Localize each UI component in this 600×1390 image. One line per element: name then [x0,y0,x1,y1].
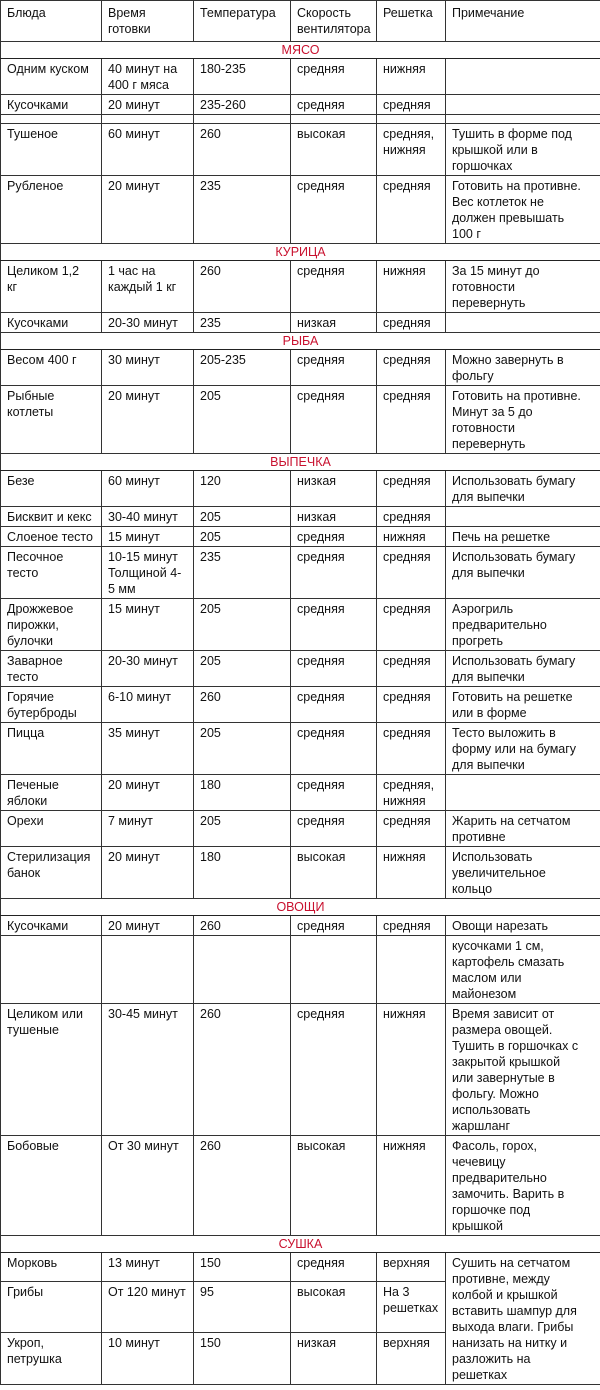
temperature-cell: 150 [194,1253,291,1282]
temperature-cell: 260 [194,124,291,176]
table-row [1,1136,600,1236]
header-rack: Решетка [377,1,446,42]
note-cell: Фасоль, горох, чечевицу предварительно замочить. Варить в горшочке под крышкой [446,1136,600,1236]
rack-cell: средняя, нижняя [377,775,446,811]
dish-cell: Печеные яблоки [1,775,102,811]
temperature-cell: 205 [194,651,291,687]
time-cell: 40 минут на 400 г мяса [102,59,194,95]
fan-speed-cell: низкая [291,471,377,507]
rack-cell: нижняя [377,527,446,547]
note-cell [446,95,600,115]
table-row [1,95,600,115]
dish-cell: Морковь [1,1253,102,1282]
fan-speed-cell: средняя [291,176,377,244]
note-cell: Овощи нарезать [446,916,600,936]
fan-speed-cell: низкая [291,313,377,333]
note-cell [446,507,600,527]
fan-speed-cell [291,936,377,1004]
rack-cell: средняя [377,95,446,115]
table-row [1,527,600,547]
temperature-cell: 235-260 [194,95,291,115]
temperature-cell: 205 [194,386,291,454]
table-row [1,723,600,775]
rack-cell [377,936,446,1004]
note-cell: Сушить на сетчатом противне, между колбой и крышкой вставить шампур для выхода влаги. Грибы нанизать на нитку и разложить на решетках [446,1253,600,1385]
section-title: СУШКА [1,1236,600,1253]
note-cell: Аэрогриль предварительно прогреть [446,599,600,651]
fan-speed-cell: высокая [291,1281,377,1333]
note-cell [446,313,600,333]
temperature-cell [194,936,291,1004]
rack-cell: средняя [377,916,446,936]
time-cell: От 120 минут [102,1281,194,1333]
time-cell: 20-30 минут [102,651,194,687]
time-cell: 15 минут [102,599,194,651]
section-title: МЯСО [1,42,600,59]
time-cell: 60 минут [102,124,194,176]
note-cell: кусочками 1 см, картофель смазать маслом или майонезом [446,936,600,1004]
table-body [1,42,600,1385]
time-cell: 20 минут [102,386,194,454]
fan-speed-cell: средняя [291,651,377,687]
dish-cell: Дрожжевое пирожки, булочки [1,599,102,651]
fan-speed-cell: средняя [291,547,377,599]
temperature-cell: 260 [194,687,291,723]
time-cell: 30-40 минут [102,507,194,527]
rack-cell: средняя [377,507,446,527]
rack-cell [377,115,446,124]
time-cell: 6-10 минут [102,687,194,723]
section-row [1,333,600,350]
header-time: Время готовки [102,1,194,42]
dish-cell: Кусочками [1,95,102,115]
table-row [1,1004,600,1136]
time-cell: 15 минут [102,527,194,547]
dish-cell: Кусочками [1,313,102,333]
table-row [1,313,600,333]
dish-cell: Стерилизация банок [1,847,102,899]
temperature-cell: 180 [194,847,291,899]
note-cell [446,115,600,124]
note-cell: Использовать бумагу для выпечки [446,547,600,599]
rack-cell: средняя [377,386,446,454]
time-cell: 60 минут [102,471,194,507]
temperature-cell: 205 [194,527,291,547]
note-cell: Время зависит от размера овощей. Тушить в горшочках с закрытой крышкой или завернутые в фольгу. Можно использовать жаршланг [446,1004,600,1136]
time-cell: От 30 минут [102,1136,194,1236]
rack-cell: нижняя [377,1136,446,1236]
rack-cell: средняя [377,723,446,775]
temperature-cell: 260 [194,1136,291,1236]
note-cell: Тесто выложить в форму или на бумагу для выпечки [446,723,600,775]
dish-cell: Одним куском [1,59,102,95]
header-dish: Блюда [1,1,102,42]
note-cell: Печь на решетке [446,527,600,547]
dish-cell: Горячие бутерброды [1,687,102,723]
table-row [1,811,600,847]
fan-speed-cell: средняя [291,95,377,115]
dish-cell: Пицца [1,723,102,775]
time-cell: 1 час на каждый 1 кг [102,261,194,313]
section-title: ВЫПЕЧКА [1,454,600,471]
dish-cell: Орехи [1,811,102,847]
temperature-cell [194,115,291,124]
fan-speed-cell: низкая [291,1333,377,1385]
fan-speed-cell: средняя [291,527,377,547]
rack-cell: нижняя [377,847,446,899]
fan-speed-cell [291,115,377,124]
section-title: РЫБА [1,333,600,350]
rack-cell: нижняя [377,1004,446,1136]
section-title: ОВОЩИ [1,899,600,916]
table-header [1,1,600,42]
rack-cell: средняя [377,176,446,244]
rack-cell: средняя [377,471,446,507]
temperature-cell: 150 [194,1333,291,1385]
header-fan-speed: Скорость вентилятора [291,1,377,42]
rack-cell: средняя [377,599,446,651]
temperature-cell: 260 [194,916,291,936]
table-row [1,1253,600,1282]
temperature-cell: 260 [194,1004,291,1136]
table-row [1,775,600,811]
fan-speed-cell: низкая [291,507,377,527]
temperature-cell: 205 [194,507,291,527]
time-cell: 13 минут [102,1253,194,1282]
dish-cell: Песочное тесто [1,547,102,599]
table-row [1,386,600,454]
table-row [1,916,600,936]
table-row [1,507,600,527]
rack-cell: средняя [377,547,446,599]
dish-cell: Кусочками [1,916,102,936]
table-row [1,547,600,599]
temperature-cell: 205 [194,599,291,651]
temperature-cell: 205 [194,811,291,847]
table-row [1,124,600,176]
temperature-cell: 205 [194,723,291,775]
time-cell: 20 минут [102,176,194,244]
fan-speed-cell: средняя [291,261,377,313]
fan-speed-cell: средняя [291,1004,377,1136]
fan-speed-cell: средняя [291,916,377,936]
temperature-cell: 95 [194,1281,291,1333]
note-cell [446,775,600,811]
fan-speed-cell: средняя [291,59,377,95]
temperature-cell: 235 [194,313,291,333]
fan-speed-cell: средняя [291,599,377,651]
table-row [1,176,600,244]
dish-cell: Безе [1,471,102,507]
time-cell: 10-15 минут Толщиной 4- 5 мм [102,547,194,599]
rack-cell: нижняя [377,261,446,313]
section-row [1,42,600,59]
fan-speed-cell: средняя [291,811,377,847]
time-cell: 7 минут [102,811,194,847]
time-cell: 10 минут [102,1333,194,1385]
temperature-cell: 260 [194,261,291,313]
note-cell: Тушить в форме под крышкой или в горшочках [446,124,600,176]
dish-cell: Слоеное тесто [1,527,102,547]
dish-cell: Укроп, петрушка [1,1333,102,1385]
table-row [1,471,600,507]
time-cell: 20 минут [102,775,194,811]
time-cell: 20 минут [102,95,194,115]
fan-speed-cell: средняя [291,775,377,811]
table-row [1,261,600,313]
fan-speed-cell: средняя [291,687,377,723]
rack-cell: нижняя [377,59,446,95]
temperature-cell: 205-235 [194,350,291,386]
table-row [1,936,600,1004]
note-cell: Готовить на решетке или в форме [446,687,600,723]
fan-speed-cell: средняя [291,1253,377,1282]
dish-cell [1,115,102,124]
section-row [1,899,600,916]
section-row [1,244,600,261]
rack-cell: средняя [377,350,446,386]
fan-speed-cell: высокая [291,1136,377,1236]
note-cell: Использовать бумагу для выпечки [446,651,600,687]
note-cell: За 15 минут до готовности перевернуть [446,261,600,313]
table-row [1,599,600,651]
dish-cell: Грибы [1,1281,102,1333]
dish-cell [1,936,102,1004]
dish-cell: Заварное тесто [1,651,102,687]
section-row [1,1236,600,1253]
section-row [1,454,600,471]
note-cell: Использовать бумагу для выпечки [446,471,600,507]
fan-speed-cell: средняя [291,386,377,454]
time-cell: 30 минут [102,350,194,386]
temperature-cell: 235 [194,176,291,244]
table-row [1,687,600,723]
note-cell: Использовать увеличительное кольцо [446,847,600,899]
rack-cell: средняя [377,313,446,333]
time-cell [102,936,194,1004]
dish-cell: Целиком или тушеные [1,1004,102,1136]
temperature-cell: 180-235 [194,59,291,95]
dish-cell: Бобовые [1,1136,102,1236]
dish-cell: Весом 400 г [1,350,102,386]
rack-cell: верхняя [377,1333,446,1385]
temperature-cell: 235 [194,547,291,599]
time-cell: 30-45 минут [102,1004,194,1136]
time-cell: 35 минут [102,723,194,775]
rack-cell: средняя [377,811,446,847]
time-cell: 20 минут [102,847,194,899]
dish-cell: Рыбные котлеты [1,386,102,454]
header-temperature: Температура [194,1,291,42]
time-cell [102,115,194,124]
time-cell: 20 минут [102,916,194,936]
fan-speed-cell: средняя [291,723,377,775]
time-cell: 20-30 минут [102,313,194,333]
table-row [1,350,600,386]
temperature-cell: 180 [194,775,291,811]
dish-cell: Целиком 1,2 кг [1,261,102,313]
dish-cell: Рубленое [1,176,102,244]
fan-speed-cell: высокая [291,124,377,176]
rack-cell: средняя, нижняя [377,124,446,176]
dish-cell: Тушеное [1,124,102,176]
note-cell: Жарить на сетчатом противне [446,811,600,847]
section-title: КУРИЦА [1,244,600,261]
header-row [1,1,600,42]
table-row [1,651,600,687]
note-cell: Можно завернуть в фольгу [446,350,600,386]
rack-cell: На 3 решетках [377,1281,446,1333]
note-cell: Готовить на противне. Вес котлеток не должен превышать 100 г [446,176,600,244]
note-cell: Готовить на противне. Минут за 5 до готовности перевернуть [446,386,600,454]
table-row [1,59,600,95]
fan-speed-cell: средняя [291,350,377,386]
rack-cell: средняя [377,651,446,687]
dish-cell: Бисквит и кекс [1,507,102,527]
temperature-cell: 120 [194,471,291,507]
note-cell [446,59,600,95]
table-row [1,847,600,899]
table-row [1,115,600,124]
fan-speed-cell: высокая [291,847,377,899]
rack-cell: средняя [377,687,446,723]
header-note: Примечание [446,1,600,42]
rack-cell: верхняя [377,1253,446,1282]
